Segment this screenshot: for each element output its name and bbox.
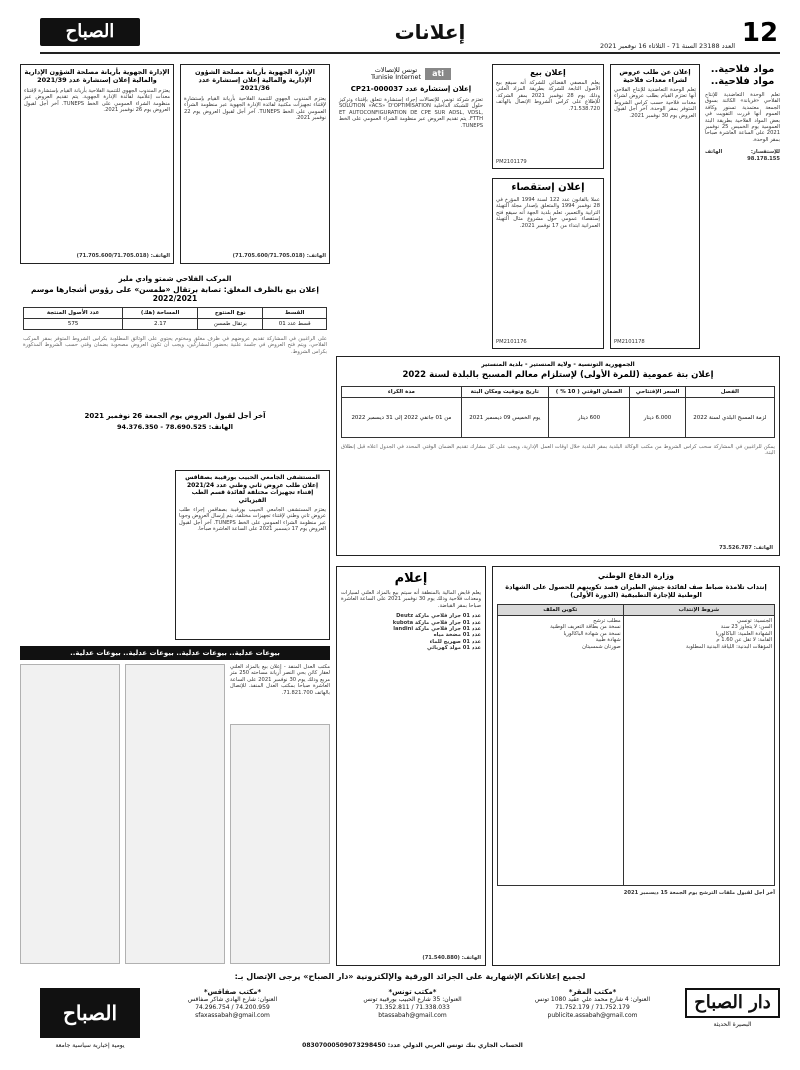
- agri-notice-footer: للإستفسار: الهاتف 98.178.155: [705, 149, 780, 162]
- list-item: المؤهلات البدنية: اللياقة البدنية المطلوبة: [685, 643, 772, 650]
- auction-col-header: نوع المنتوج: [198, 308, 263, 319]
- agri-notice-title: مواد فلاحية.. مواد فلاحية..: [710, 64, 775, 87]
- footer-bank: الحساب الجاري بنك تونس العربي الدولي عدد: 08307000509073298450: [302, 1042, 523, 1049]
- list-item: صورتان شمسيتان: [582, 643, 621, 650]
- auction-filler: على الراغبين في المشاركة تقديم عروضهم في ظرف مغلق ومختوم يحتوي على الوثائق المطلوبة بكراس الشروط المتوفر بمقر المركب الفلاحي، ويتم فتح العروض في جلسة علنية بحضور المشاركين، ويجب أن تكون العروض مصحوبة بضمان وقتي حسب الشروط المذكورة بكراس الشروط.: [23, 336, 327, 355]
- sale-notice: [492, 64, 604, 169]
- recruitment-table: [497, 604, 775, 886]
- documents-cell: [498, 616, 624, 886]
- media-notice: [336, 566, 486, 966]
- hospital-notice-body: يعتزم المستشفى الجامعي الحبيب بورقيبة بصفاقس إجراء طلب عروض ثاني وطني لإقتناء تجهيزات مختلفة. يتم إرسال العروض وجوبا عبر منظومة الشراء العمومي على الخط TUNEPS. آخر أجل لقبول العروض يوم 17 ديسمبر 2021 على الساعة العاشرة صباحا.: [179, 507, 326, 533]
- auction-col-header: القسط: [263, 308, 327, 319]
- footer-office: [505, 988, 680, 1020]
- footer-bottom-left: يومية إخبارية سياسية جامعة: [55, 1042, 125, 1049]
- table-cell: قسط عدد 01: [263, 319, 327, 330]
- auction-deadline: آخر أجل لقبول العروض يوم الجمعة 26 نوفمبر 2021: [84, 412, 266, 420]
- investment-notice-title: إعلان إستقصاء: [511, 182, 585, 193]
- auction-col-header: المساحة (هك): [123, 308, 198, 319]
- public-col-header: مدة الكراء: [342, 387, 462, 398]
- auction-phone: الهاتف: 78.690.525 - 94.376.350: [117, 423, 233, 431]
- table-cell: 6.000 دينار: [630, 398, 686, 438]
- recruitment-title: إنتداب تلامذة ضباط صف لفائدة جيش الطيران قصد تكوينهم للحصول على الشهادة الوطنية للإجازة التطبيقية (الدورة الأولى): [505, 583, 767, 599]
- public-col-header: السعر الإفتتاحي: [630, 387, 686, 398]
- public-notice-header: الجمهورية التونسية - ولاية المنستير - بلدية المنستير: [481, 361, 635, 368]
- classified-ad-box: [230, 724, 330, 964]
- table-cell: 575: [24, 319, 123, 330]
- telecom-notice: [336, 64, 486, 349]
- list-item: نسخة من بطاقة التعريف الوطنية: [550, 624, 621, 631]
- recruitment-col-header: شروط الإنتداب: [623, 605, 774, 616]
- telecom-notice-title: إعلان إستشارة عدد CP21-000037: [350, 85, 472, 93]
- investment-notice: [492, 178, 604, 349]
- footer: [40, 988, 780, 1058]
- auction-notice-title: المركب الفلاحي شمتو وادي مليز: [118, 275, 232, 283]
- admin-notice-1-phone: الهاتف: (71.705.600/71.705.018): [76, 252, 170, 259]
- admin-notice-2-body: يعتزم المندوب الجهوي للتنمية الفلاحية بأريانة القيام بإستشارة لإقتناء تجهيزات مكتبية لفائدة الإدارة الجهوية عبر منظومة الشراء العمومي على الخط TUNEPS. آخر أجل لقبول العروض يوم 22 نوفمبر 2021.: [184, 96, 326, 122]
- hospital-notice: [175, 470, 330, 640]
- office-line: العنوان: 4 شارع محمد علي عقيد 1080 تونس: [534, 996, 651, 1003]
- header-rule: [40, 52, 780, 54]
- public-notice-title: إعلان بتة عمومية (للمرة الأولى) لإستلزام معالم المسبح بالبلدة لسنة 2022: [402, 370, 714, 380]
- recruitment-ministry: وزارة الدفاع الوطني: [598, 571, 674, 580]
- auction-col-header: عدد الأصول المنتجة: [24, 308, 123, 319]
- admin-notice-2-phone: الهاتف: (71.705.600/71.705.018): [232, 252, 326, 259]
- investment-notice-body: عملا بالقانون عدد 122 لسنة 1994 المؤرخ في 28 نوفمبر 1994 والمتعلق بإصدار مجلة التهيئة الترابية والتعمير، تعلم بلدية الجهة أنه سيقع فتح إستقصاء عمومي حول مشروع مثال التهيئة العمرانية ابتداء من 17 نوفمبر 2021.: [496, 197, 601, 229]
- classifieds-section: [20, 664, 330, 966]
- tender-a-title: إعلان عن طلب عروض لشراء معدات فلاحية: [619, 68, 691, 84]
- list-item: عدد 01 جرار فلاحي ماركة kubota: [392, 619, 481, 626]
- office-email[interactable]: publicite.assabah@gmail.com: [547, 1012, 638, 1019]
- classified-ad-box: [125, 664, 225, 964]
- list-item: القامة: لا تقل عن 1.60 م: [716, 637, 772, 644]
- sale-notice-title: إعلان بيع: [530, 68, 566, 77]
- footer-logo-left: [40, 988, 140, 1038]
- admin-notice-1-body: يعتزم المندوب الجهوي للتنمية الفلاحية بأريانة القيام بإستشارة لإقتناء معدات إعلامية لفائدة الإدارة الجهوية. يتم تقديم العروض عبر منظومة الشراء العمومي على الخط TUNEPS. آخر أجل لقبول العروض يوم 26 نوفمبر 2021.: [24, 88, 170, 114]
- media-notice-title: إعلام: [394, 571, 428, 586]
- investment-notice-ref: PM2101176: [496, 338, 527, 345]
- list-item: نسخة من شهادة الباكالوريا: [563, 630, 621, 637]
- list-item: عدد 01 جرار فلاحي ماركة Deutz: [396, 613, 481, 620]
- table-row: [342, 398, 775, 438]
- public-col-header: الفصل: [685, 387, 774, 398]
- section-title: إعلانات: [394, 20, 466, 44]
- public-notice: [336, 356, 780, 556]
- classifieds-header: [20, 646, 330, 660]
- public-notice-filler: يمكن للراغبين في المشاركة سحب كراس الشروط من مكتب الوكالة البلدية بمقر البلدية خلال أوقات العمل الإدارية، ويجب على كل مشارك تقديم الضمان الوقتي المحدد في الجدول أعلاه قبل إنطلاق البتة.: [341, 444, 775, 457]
- tender-notice-a: [610, 64, 700, 349]
- page-header: [40, 18, 780, 48]
- hospital-notice-title: المستشفى الجامعي الحبيب بورقيبة بصفاقس إعلان طلب عروض ثاني وطني عدد 2021/24 إقتناء تجهيزات مختلفة لفائدة قسم الطب الفيزيائي: [185, 474, 320, 504]
- office-name: *مكتب تونس*: [388, 988, 437, 996]
- footer-banner-text: لجميع إعلاناتكم الإشهارية على الجرائد الورقية والإلكترونية «دار الصباح» يرجى الإتصال بـ:: [234, 972, 586, 981]
- list-item: عدد 01 جرار فلاحي ماركة landini: [393, 626, 481, 633]
- media-notice-body: يعلم قابض المالية بالمنطقة أنه سيتم بيع بالمزاد العلني لسيارات ومعدات فلاحية وذلك يوم 30 نوفمبر 2021 على الساعة العاشرة صباحا بمقر القباضة.: [341, 590, 481, 609]
- admin-notice-2-title: الإدارة الجهوية بأريانة مصلحة الشؤون الإدارية والمالية إعلان إستشارة عدد 2021/36: [195, 68, 315, 92]
- recruitment-note: آخر أجل لقبول ملفات الترشح يوم الجمعة 15 ديسمبر 2021: [623, 890, 775, 896]
- table-row: [24, 319, 327, 330]
- sale-notice-body: يعلم المصفي القضائي للشركة أنه سيقع بيع الأصول التابعة للشركة بطريقة المزاد العلني وذلك يوم 28 نوفمبر 2021 بمقر الشركة. للإطلاع على كراس الشروط الإتصال بالهاتف 71.538.720.: [496, 80, 600, 112]
- list-item: الجنسية: تونسي: [737, 618, 772, 624]
- office-phone: 71.352.811 / 71.338.033: [375, 1004, 450, 1011]
- recruitment-table-header: [498, 605, 775, 616]
- list-item: عدد 01 صهريج للماء: [429, 638, 481, 645]
- recruitment-col-header: تكوين الملف: [498, 605, 624, 616]
- page-number: 12: [741, 18, 779, 48]
- agri-notice: [705, 64, 780, 349]
- telecom-logo-mark: ati: [425, 68, 451, 80]
- public-notice-table: [341, 386, 775, 438]
- table-cell: من 01 جانفي 2022 إلى 31 ديسمبر 2022: [342, 398, 462, 438]
- classifieds-body: مكتب العدل المنفذ - إعلان بيع بالمزاد العلني لعقار كائن بحي النصر أريانة مساحته 250 متر مربع وذلك يوم 30 نوفمبر 2021 على الساعة العاشرة صباحا بمكتب العدل المنفذ. للإتصال بالهاتف 71.821.700.: [230, 664, 330, 696]
- logo-text: الصباح: [65, 21, 115, 42]
- tender-a-ref: PM2101178: [614, 338, 645, 345]
- media-notice-phone: الهاتف: (71.540.880): [422, 954, 481, 961]
- footer-logo-right: [685, 988, 780, 1048]
- office-phone: 74.296.754 / 74.200.959: [195, 1004, 270, 1011]
- public-col-header: الضمان الوقتي ( 10 % ): [548, 387, 630, 398]
- recruitment-notice: [492, 566, 780, 966]
- telecom-company-name: تونس للإتصالات Tunisie Internet: [370, 66, 422, 81]
- admin-notice-2: [180, 64, 330, 264]
- agri-notice-body: تعلم الوحدة التعاضدية للإنتاج الفلاحي «فريانة» الكائنة بسوق الجمعة معتمدية تسنور وكافة العموم أنها قررت التفويت في بعض المواد الفلاحية بطريقة البتة العمومية يوم الخميس 25 نوفمبر 2021 على الساعة العاشرة صباحا بمقر الوحدة.: [705, 92, 780, 143]
- masthead-logo: [40, 18, 140, 46]
- list-item: الشهادة العلمية: الباكالوريا: [715, 630, 772, 637]
- media-items-list: [341, 613, 481, 651]
- tender-a-body: تعلم الوحدة التعاضدية للإنتاج الفلاحي أنها تعتزم القيام بطلب عروض لشراء معدات فلاحية حسب كراس الشروط المتوفر بمقر الوحدة. آخر أجل لقبول العروض يوم 30 نوفمبر 2021.: [614, 87, 696, 119]
- sale-notice-ref: PM2101179: [496, 158, 527, 165]
- office-name: *مكتب المقر*: [568, 988, 617, 996]
- footer-office: [145, 988, 320, 1020]
- list-item: عدد 01 مولد كهربائي: [426, 645, 481, 652]
- public-table-header: [342, 387, 775, 398]
- list-item: السن: لا يتجاوز 23 سنة: [720, 624, 772, 631]
- office-email[interactable]: sfaxassabah@gmail.com: [195, 1012, 270, 1019]
- footer-banner: [40, 972, 780, 986]
- office-email[interactable]: btassabah@gmail.com: [378, 1012, 447, 1019]
- public-col-header: تاريخ وتوقيت ومكان البتة: [461, 387, 548, 398]
- classified-ad-box: [20, 664, 120, 964]
- classifieds-title: بيوعات عدلية.. بيوعات عدلية.. بيوعات عدلية.. بيوعات عدلية..: [70, 649, 280, 657]
- office-name: *مكتب صفاقس*: [203, 988, 262, 996]
- public-notice-phone: الهاتف: 73.526.787: [719, 544, 773, 551]
- auction-table: [23, 307, 327, 330]
- conditions-cell: [623, 616, 774, 886]
- telecom-logo: [339, 67, 483, 81]
- footer-logo-left-text: الصباح: [62, 1001, 118, 1025]
- footer-tagline: البصيرة الحديثة: [713, 1021, 752, 1028]
- table-cell: 2.17: [123, 319, 198, 330]
- office-line: العنوان: 35 شارع الحبيب بورقيبة تونس: [363, 996, 462, 1003]
- table-cell: 600 دينار: [548, 398, 630, 438]
- table-cell: يوم الخميس 09 ديسمبر 2021: [461, 398, 548, 438]
- footer-logo-text: دار الصباح: [685, 988, 780, 1018]
- table-row: [498, 616, 775, 886]
- admin-notice-1: [20, 64, 174, 264]
- issue-line: العدد 23188 السنة 71 - الثلاثاء 16 نوفمبر 2021: [599, 42, 735, 50]
- telecom-notice-body: تعتزم شركة تونس للإتصالات إجراء إستشارة تتعلق بإقتناء وتركيز حلول للشبكة الداخلية SOLUTION «ACS» D'OPTIMISATION ET AUTOCONFIGURATION DE CPE SUR ADSL, VDSL, FTTH. يتم تقديم العروض عبر منظومة الشراء العمومي على الخط TUNEPS.: [339, 97, 483, 129]
- table-cell: برتقال طمسن: [198, 319, 263, 330]
- office-line: العنوان: شارع الهادي شاكر صفاقس: [187, 996, 278, 1003]
- auction-notice-subtitle: إعلان بيع بالظرف المغلق: تصابة برتقال «طمسن» على رؤوس أشجارها موسم 2022/2021: [31, 285, 319, 303]
- admin-notice-1-title: الإدارة الجهوية بأريانة مصلحة الشؤون الإدارية والمالية إعلان إستشارة عدد 2021/39: [24, 68, 170, 84]
- list-item: شهادة طبية: [595, 637, 621, 644]
- table-cell: لزمة المسبح البلدي لسنة 2022: [685, 398, 774, 438]
- list-item: مطلب ترشح: [593, 618, 621, 624]
- footer-office: [325, 988, 500, 1020]
- list-item: عدد 01 مضخة مياه: [433, 632, 481, 639]
- office-phone: 71.752.179 / 71.752.179: [555, 1004, 630, 1011]
- auction-table-header: [24, 308, 327, 319]
- auction-notice: [20, 272, 330, 462]
